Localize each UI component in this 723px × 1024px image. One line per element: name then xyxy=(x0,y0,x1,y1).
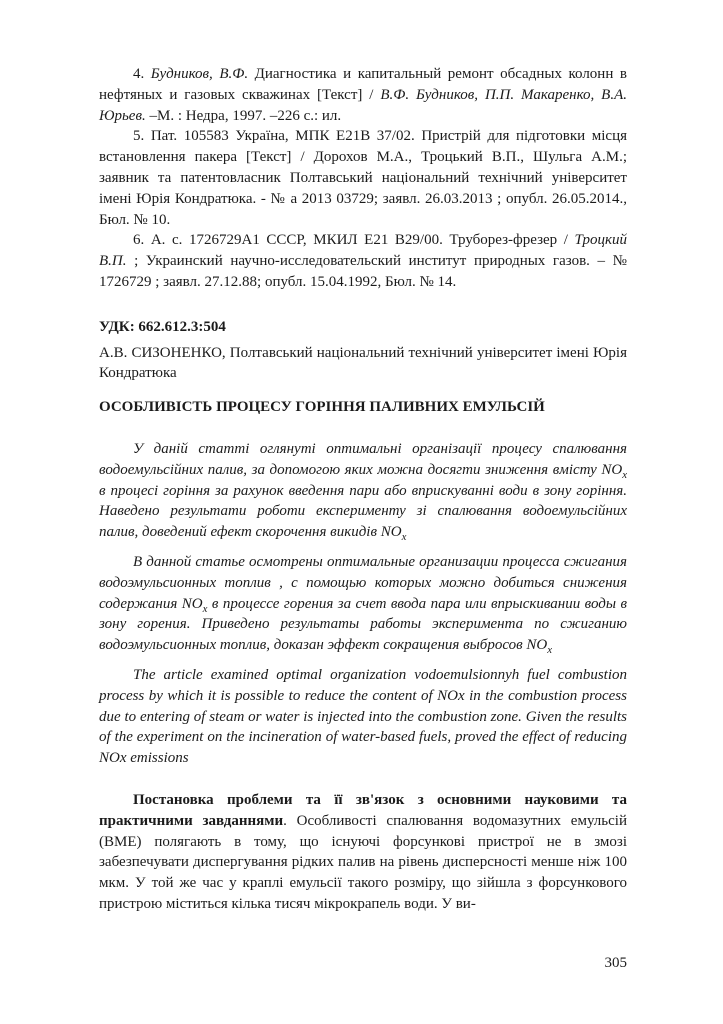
nox-base: NO xyxy=(380,524,402,541)
nox-formula xyxy=(380,524,407,544)
body-text: . Особливості спалювання водомазутних емульсій (ВМЕ) полягають в тому, що існуючі форсункові пристрої не в змозі забезпечувати диспергування рідких палив на рівень дисперсності менше ніж 100 мкм. У той же час у краплі емульсії такого розміру, що зійшла з форсункового пристрою міститься кілька тисяч мікрокрапель води. У ви- xyxy=(99,812,627,912)
abstract-text: в процессе горения за счет ввода пара или впрыскивании воды в зону горения. Приведено результаты работы эксперимента по сжиганию водоэмульсионных топлив, доказан эффект сокращения выбросов xyxy=(99,595,627,654)
udc-code: УДК: 662.612.3:504 xyxy=(99,318,226,335)
abstract-english xyxy=(99,665,627,769)
reference-authors2-italic: В.Ф. Будников, П.П. Макаренко, В.А. Юрьев. xyxy=(99,86,628,124)
abstract-text: в процесі горіння за рахунок введення пари або вприскуванні води в зону горіння. Наведено результати роботи експерименту зі спалювання водоемульсійних палив, доведений ефект скорочення викидів xyxy=(99,482,627,541)
reference-item-6 xyxy=(99,230,627,292)
reference-body: Диагностика и капитальный ремонт обсадных колонн в нефтяных и газовых скважинах [Текст] / xyxy=(99,66,627,103)
article-title: ОСОБЛИВІСТЬ ПРОЦЕСУ ГОРІННЯ ПАЛИВНИХ ЕМУЛЬСІЙ xyxy=(99,399,545,416)
page-content xyxy=(99,64,627,915)
reference-imprint: ; Украинский научно-исследовательский институт природных газов. – № 1726729 ; заявл. 27.12.88; опубл. 15.04.1992, Бюл. № 14. xyxy=(99,253,627,290)
reference-imprint: –М. : Недра, 1997. –226 с.: ил. xyxy=(145,107,342,124)
reference-authors-italic: Троцкий В.П. xyxy=(99,232,627,270)
nox-formula xyxy=(526,637,553,657)
nox-subscript: x xyxy=(401,531,407,544)
reference-number: 4. xyxy=(133,66,151,82)
abstract-russian xyxy=(99,552,627,656)
reference-item-5 xyxy=(99,126,627,230)
nox-formula xyxy=(181,595,208,615)
reference-item-4 xyxy=(99,64,627,126)
nox-subscript: x xyxy=(202,602,208,615)
abstract-text: The article examined optimal organization vodoemulsionnyh fuel combustion process by which it is possible to reduce the content of NOx in the combustion process due to entering of steam or water is injected into the combustion zone. Given the results of the experiment on the incineration of water-based fuels, proved the effect of reducing NOx emissions xyxy=(99,666,627,767)
reference-lead: 6. А. с. 1726729А1 СССР, МКИЛ Е21 В29/00. Труборез-фрезер / xyxy=(133,232,575,249)
abstract-text: У даній статті оглянуті оптимальні організації процесу спалювання водоемульсійних палив, за допомогою яких можна досягти зниження вмісту xyxy=(99,440,627,478)
body-paragraph xyxy=(99,790,627,915)
nox-subscript: x xyxy=(622,468,627,481)
nox-base: NO xyxy=(526,637,548,654)
reference-text: 5. Пат. 105583 Україна, МПК Е21В 37/02. Пристрій для підготовки місця встановлення пакера [Текст] / Дорохов М.А., Троцький В.П., Шульга А.М.; заявник та патентовласник Полтавський національний технічний університет імені Юрія Кондратюка. - № а 2013 03729; заявл. 26.03.2013 ; опубл. 26.05.2014., Бюл. № 10. xyxy=(99,128,627,228)
nox-base: NO xyxy=(601,461,623,478)
page-number: 305 xyxy=(604,955,627,972)
section-heading-inline: Постановка проблеми та її зв'язок з основними науковими та практичними завданнями xyxy=(99,791,627,829)
nox-base: NO xyxy=(181,595,203,612)
abstract-text: В данной статье осмотрены оптимальные организации процесса сжигания водоэмульсионных топлив , с помощью которых можно добиться снижения содержания xyxy=(99,553,627,612)
abstract-ukrainian xyxy=(99,439,627,543)
author-affiliation: А.В. СИЗОНЕНКО, Полтавський національний технічний університет імені Юрія Кондратюка xyxy=(99,344,627,382)
reference-authors-italic: Будников, В.Ф. xyxy=(150,66,249,82)
nox-formula xyxy=(601,461,627,481)
nox-subscript: x xyxy=(547,644,553,657)
